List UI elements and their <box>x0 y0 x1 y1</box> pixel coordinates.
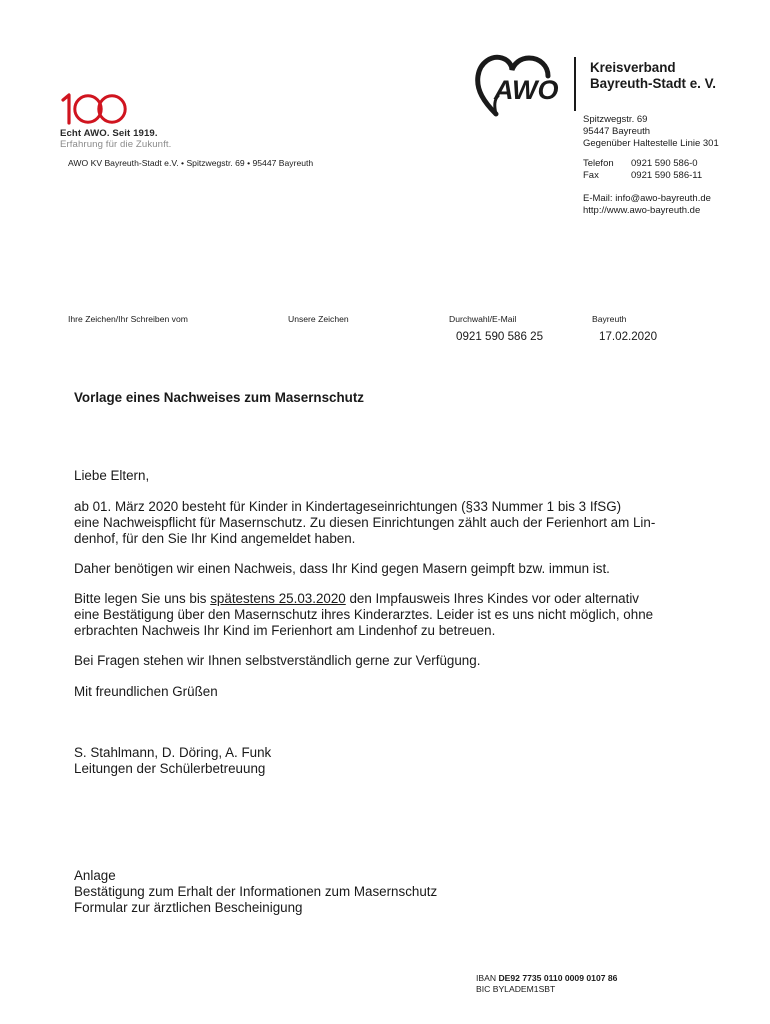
bic-label: BIC <box>476 984 491 994</box>
salutation: Liebe Eltern, <box>74 468 150 483</box>
direct-dial-label: Durchwahl/E-Mail <box>449 314 517 324</box>
awo-heart-logo <box>474 52 566 122</box>
bic-row <box>476 984 617 995</box>
paragraph-1-line: eine Nachweispflicht für Masernschutz. Zu diesen Einrichtungen zählt auch der Ferienhort am Lin- <box>74 515 656 530</box>
paragraph-4: Bei Fragen stehen wir Ihnen selbstverständlich gerne zur Verfügung. <box>74 653 481 668</box>
letter-date: 17.02.2020 <box>599 330 658 343</box>
org-online <box>583 193 711 217</box>
org-street: Spitzwegstr. 69 <box>583 114 648 125</box>
phone-row <box>583 158 702 170</box>
your-reference-label: Ihre Zeichen/Ihr Schreiben vom <box>68 314 188 324</box>
text-span: Bitte legen Sie uns bis <box>74 591 211 606</box>
jubilee-100-icon <box>60 92 132 126</box>
org-address <box>583 114 719 150</box>
text-span: den Impfausweis Ihres Kindes vor oder alternativ <box>345 591 640 606</box>
org-name-line2: Bayreuth-Stadt e. V. <box>590 76 717 91</box>
org-city: 95447 Bayreuth <box>583 126 651 137</box>
phone-value: 0921 590 586-0 <box>631 158 698 169</box>
attachment-item: Formular zur ärztlichen Bescheinigung <box>74 900 303 915</box>
bic-value: BYLADEM1SBT <box>492 984 556 994</box>
fax-value: 0921 590 586-11 <box>631 170 703 181</box>
org-email: E-Mail: info@awo-bayreuth.de <box>583 193 711 204</box>
iban-label: IBAN <box>476 973 497 983</box>
paragraph-3-line <box>74 591 714 607</box>
attachments-title: Anlage <box>74 868 116 883</box>
iban-value: DE92 7735 0110 0009 0107 86 <box>498 973 618 983</box>
direct-dial-value: 0921 590 586 25 <box>456 330 544 343</box>
attachments <box>74 868 714 916</box>
phone-label: Telefon <box>583 158 614 169</box>
org-website: http://www.awo-bayreuth.de <box>583 205 701 216</box>
signers-names: S. Stahlmann, D. Döring, A. Funk <box>74 745 272 760</box>
place-label: Bayreuth <box>592 314 627 324</box>
paragraph-2: Daher benötigen wir einen Nachweis, dass Ihr Kind gegen Masern geimpft bzw. immun ist. <box>74 561 610 576</box>
deadline-underlined: spätestens 25.03.2020 <box>210 591 346 606</box>
fax-row <box>583 170 702 182</box>
paragraph-3-line: erbrachten Nachweis Ihr Kind im Ferienhort am Lindenhof zu betreuen. <box>74 623 496 638</box>
jubilee-slogan: Echt AWO. Seit 1919. <box>60 128 158 139</box>
awo-logo-text: AWO <box>494 75 559 105</box>
org-contact <box>583 158 702 182</box>
awo-heart-icon <box>474 52 566 122</box>
our-reference-label: Unsere Zeichen <box>288 314 349 324</box>
paragraph-1-line: denhof, für den Sie Ihr Kind angemeldet haben. <box>74 531 356 546</box>
paragraph-1 <box>74 499 714 547</box>
paragraph-3 <box>74 591 714 639</box>
logo-divider <box>574 57 576 111</box>
signers-role: Leitungen der Schülerbetreuung <box>74 761 266 776</box>
paragraph-3-line: eine Bestätigung über den Masernschutz ihres Kinderarztes. Leider ist es uns nicht möglich, ohne <box>74 607 654 622</box>
paragraph-1-line: ab 01. März 2020 besteht für Kinder in Kindertageseinrichtungen (§33 Nummer 1 bis 3 IfSG) <box>74 499 622 514</box>
organization-name <box>590 60 716 92</box>
fax-label: Fax <box>583 170 599 181</box>
letter-subject: Vorlage eines Nachweises zum Masernschutz <box>74 390 364 405</box>
jubilee-logo <box>60 92 180 150</box>
iban-row <box>476 973 617 984</box>
attachment-item: Bestätigung zum Erhalt der Informationen zum Masernschutz <box>74 884 438 899</box>
closing: Mit freundlichen Grüßen <box>74 684 218 699</box>
signature-block <box>74 745 714 777</box>
bank-details <box>476 973 617 995</box>
org-name-line1: Kreisverband <box>590 60 676 75</box>
jubilee-tagline: Erfahrung für die Zukunft. <box>60 139 172 150</box>
org-note: Gegenüber Haltestelle Linie 301 <box>583 138 719 149</box>
sender-return-line: AWO KV Bayreuth-Stadt e.V. • Spitzwegstr. 69 • 95447 Bayreuth <box>68 158 314 168</box>
